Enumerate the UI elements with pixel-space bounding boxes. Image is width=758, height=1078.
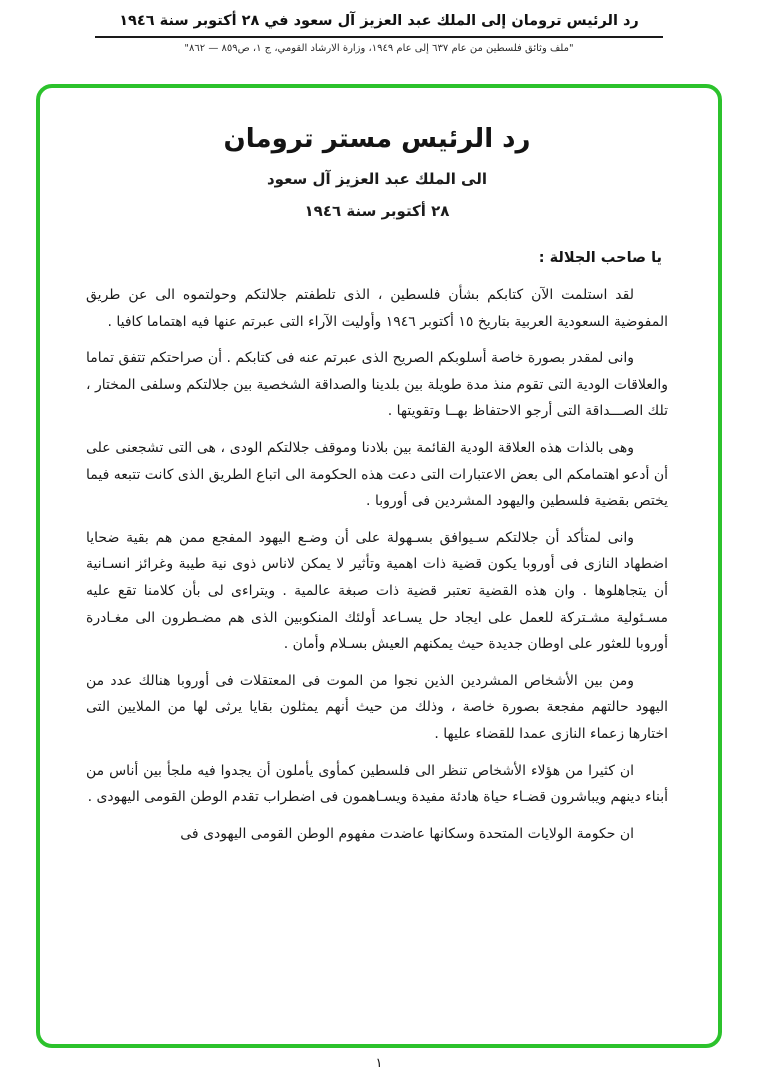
page-header-title: رد الرئيس ترومان إلى الملك عبد العزيز آل سعود في ٢٨ أكتوبر سنة ١٩٤٦ — [119, 13, 639, 29]
paragraph-6: ان كثيرا من هؤلاء الأشخاص تنظر الى فلسطين كمأوى يأملون أن يجدوا فيه ملجأ بين أناس من أبناء دينهم ويباشرون قضـاء حياة هادئة مفيدة ويسـاهمون فى اضطراب تقدم الوطن القومى اليهودى . — [86, 762, 668, 806]
paragraph-3: وهى بالذات هذه العلاقة الودية القائمة بين بلادنا وموقف جلالتكم الودى ، هى التى تشجعنى على أن أدعو اهتمامكم الى بعض الاعتبارات التى دعت هذه الحكومة الى اتباع الطريق الذى كانت تتبعه فيما يختص بقضية فلسطين واليهود المشردين فى أوروبا . — [86, 439, 668, 510]
document-frame — [36, 84, 722, 1048]
salutation: يا صاحب الجلالة : — [538, 250, 662, 266]
document-date: ٢٨ أكتوبر سنة ١٩٤٦ — [304, 202, 450, 220]
paragraph-7: ان حكومة الولايات المتحدة وسكانها عاضدت مفهوم الوطن القومى اليهودى فى — [180, 825, 634, 842]
paragraph-2: وانى لمقدر بصورة خاصة أسلوبكم الصريح الذى عبرتم عنه فى كتابكم . أن صراحتكم تتفق تماما والعلاقات الودية التى تقوم منذ مدة طويلة بين بلدينا والصداقة الشخصية بين جلالتكم وسلفى المختار ، تلك الصـــداقة التى أرجو الاحتفاظ بهــا وتقويتها . — [86, 350, 668, 420]
paragraph-5: ومن بين الأشخاص المشردين الذين نجوا من الموت فى المعتقلات فى أوروبا هنالك عدد من اليهود حالتهم مفجعة بصورة خاصة ، وذلك من حيث أنهم يمثلون بقايا يرثى لها من الملايين التى اختارها زعماء النازى عمدا للقضاء عليها . — [86, 672, 668, 742]
document-title: رد الرئيس مستر ترومان — [223, 124, 531, 154]
paragraph-4: وانى لمتأكد أن جلالتكم سـيوافق بسـهولة على أن وضـع اليهود المفجع ممن هم بقية ضحايا اضطهاد النازى فى أوروبا يكون قضية ذات اهمية وتأثير لا يمكن لاناس ذوى نية طيبة وغرائز انسـانية أن يتجاهلوها . وان هذه القضية تعتبر قضية ذات صبغة عالمية . ويتراءى لى بأن كلامنا تقع عليه مسـئولية مشـتركة للعمل على ايجاد حل يسـاعد أولئك المنكوبين الذى هم مضـطرون الى مغـادرة أوروبا للعثور على اوطان جديدة حيث يمكنهم العيش بسـلام وأمان . — [86, 529, 668, 653]
page-number: ١ — [375, 1056, 383, 1071]
source-citation: "ملف وثائق فلسطين من عام ٦٣٧ إلى عام ١٩٤٩، وزارة الارشاد القومي، ج ١، ص٨٥٩ — ٨٦٢" — [184, 43, 574, 54]
header-divider — [95, 36, 663, 38]
page-header — [0, 0, 758, 54]
paragraph-1: لقد استلمت الآن كتابكم بشأن فلسطين ، الذى تلطفتم جلالتكم وحولتموه الى عن طريق المفوضية السعودية العربية بتاريخ ١٥ أكتوبر ١٩٤٦ وأوليت الآراء التى عبرتم عنها فيه اهتماما كافيا . — [86, 287, 668, 330]
document-subtitle: الى الملك عبد العزيز آل سعود — [266, 170, 488, 188]
